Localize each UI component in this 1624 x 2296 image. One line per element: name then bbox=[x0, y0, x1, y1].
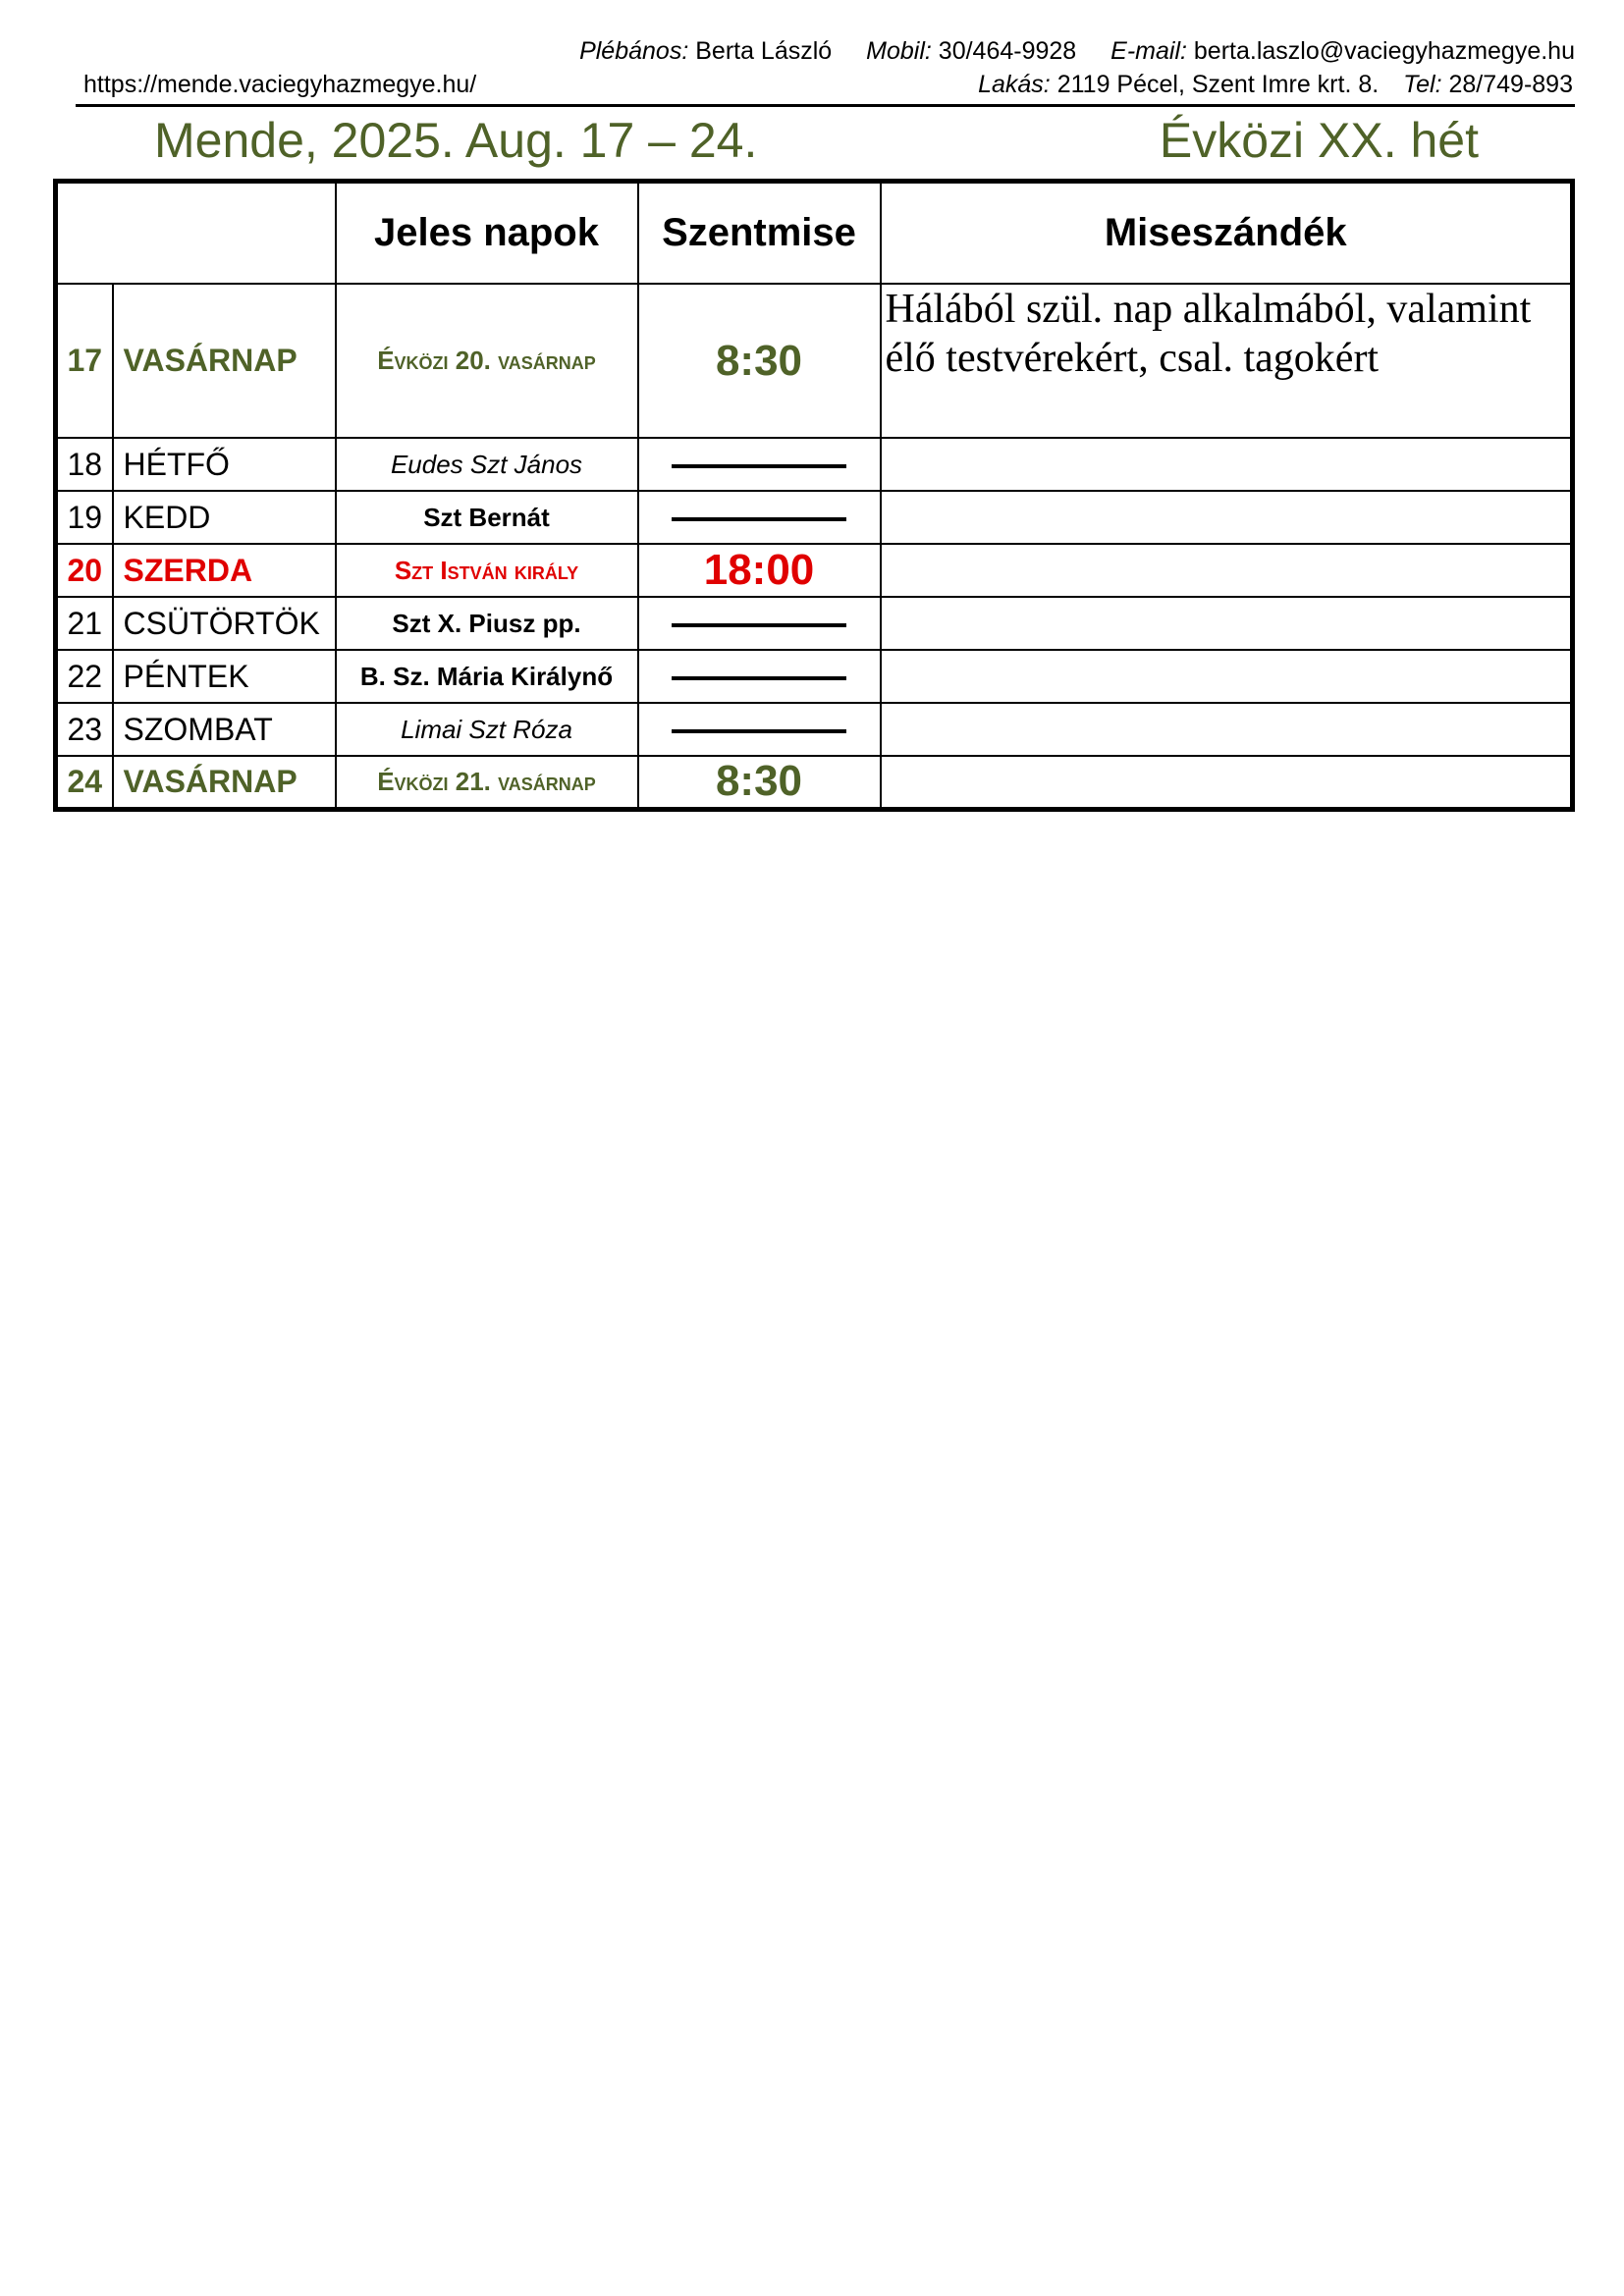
no-mass-dash bbox=[672, 676, 846, 680]
mass-intention bbox=[881, 491, 1573, 544]
day-name: HÉTFŐ bbox=[113, 438, 336, 491]
email-label: E-mail: bbox=[1110, 37, 1187, 65]
feast-name: B. Sz. Mária Királynő bbox=[336, 650, 638, 703]
mass-intention bbox=[881, 756, 1573, 809]
day-number: 19 bbox=[56, 491, 113, 544]
feast-name: Szt Bernát bbox=[336, 491, 638, 544]
mass-time bbox=[638, 650, 881, 703]
feast-name: Szt István király bbox=[336, 544, 638, 597]
mass-time: 8:30 bbox=[638, 756, 881, 809]
day-number: 20 bbox=[56, 544, 113, 597]
address: 2119 Pécel, Szent Imre krt. 8. bbox=[1056, 71, 1380, 98]
priest-name: Berta László bbox=[695, 37, 833, 65]
feast-name: Évközi 20. vasárnap bbox=[336, 284, 638, 438]
no-mass-dash bbox=[672, 729, 846, 733]
mass-time: 8:30 bbox=[638, 284, 881, 438]
mobile-label: Mobil: bbox=[866, 37, 932, 65]
mass-time bbox=[638, 597, 881, 650]
mass-intention bbox=[881, 544, 1573, 597]
day-name: SZERDA bbox=[113, 544, 336, 597]
address-label: Lakás: bbox=[978, 71, 1051, 98]
table-row bbox=[56, 597, 1573, 650]
mass-time bbox=[638, 438, 881, 491]
mass-time: 18:00 bbox=[638, 544, 881, 597]
email-address[interactable]: berta.laszlo@vaciegyhazmegye.hu bbox=[1193, 37, 1575, 65]
feast-name: Szt X. Piusz pp. bbox=[336, 597, 638, 650]
mass-intention bbox=[881, 650, 1573, 703]
table-row bbox=[56, 284, 1573, 438]
header-mass: Szentmise bbox=[638, 182, 881, 285]
address-line bbox=[76, 69, 1575, 107]
day-number: 21 bbox=[56, 597, 113, 650]
day-name: KEDD bbox=[113, 491, 336, 544]
website-link[interactable]: https://mende.vaciegyhazmegye.hu/ bbox=[83, 71, 477, 98]
header-feast: Jeles napok bbox=[336, 182, 638, 285]
contact-line bbox=[579, 37, 1575, 66]
day-name: SZOMBAT bbox=[113, 703, 336, 756]
day-number: 24 bbox=[56, 756, 113, 809]
no-mass-dash bbox=[672, 464, 846, 468]
feast-name: Limai Szt Róza bbox=[336, 703, 638, 756]
day-name: VASÁRNAP bbox=[113, 284, 336, 438]
table-row bbox=[56, 438, 1573, 491]
table-row bbox=[56, 703, 1573, 756]
day-name: PÉNTEK bbox=[113, 650, 336, 703]
tel-label: Tel: bbox=[1403, 71, 1442, 98]
feast-name: Évközi 21. vasárnap bbox=[336, 756, 638, 809]
feast-name: Eudes Szt János bbox=[336, 438, 638, 491]
mass-intention: Hálából szül. nap alkalmából, valamint élő testvérekért, csal. tagokért bbox=[881, 284, 1573, 438]
day-name: CSÜTÖRTÖK bbox=[113, 597, 336, 650]
mass-intention bbox=[881, 597, 1573, 650]
table-row bbox=[56, 650, 1573, 703]
mass-intention bbox=[881, 438, 1573, 491]
day-number: 23 bbox=[56, 703, 113, 756]
table-header-row bbox=[56, 182, 1573, 285]
day-number: 22 bbox=[56, 650, 113, 703]
page-title: Mende, 2025. Aug. 17 – 24. bbox=[154, 113, 758, 168]
address-block bbox=[978, 71, 1573, 99]
mobile-number: 30/464-9928 bbox=[938, 37, 1077, 65]
no-mass-dash bbox=[672, 623, 846, 627]
mass-intention bbox=[881, 703, 1573, 756]
no-mass-dash bbox=[672, 517, 846, 521]
table-row bbox=[56, 491, 1573, 544]
tel-number: 28/749-893 bbox=[1448, 71, 1573, 98]
table-row bbox=[56, 756, 1573, 809]
table-row bbox=[56, 544, 1573, 597]
mass-time bbox=[638, 491, 881, 544]
day-number: 18 bbox=[56, 438, 113, 491]
header-day-cell bbox=[56, 182, 336, 285]
day-number: 17 bbox=[56, 284, 113, 438]
week-title: Évközi XX. hét bbox=[1159, 113, 1479, 168]
header-intention: Miseszándék bbox=[881, 182, 1573, 285]
day-name: VASÁRNAP bbox=[113, 756, 336, 809]
mass-time bbox=[638, 703, 881, 756]
priest-label: Plébános: bbox=[579, 37, 689, 65]
schedule-table bbox=[53, 179, 1575, 812]
